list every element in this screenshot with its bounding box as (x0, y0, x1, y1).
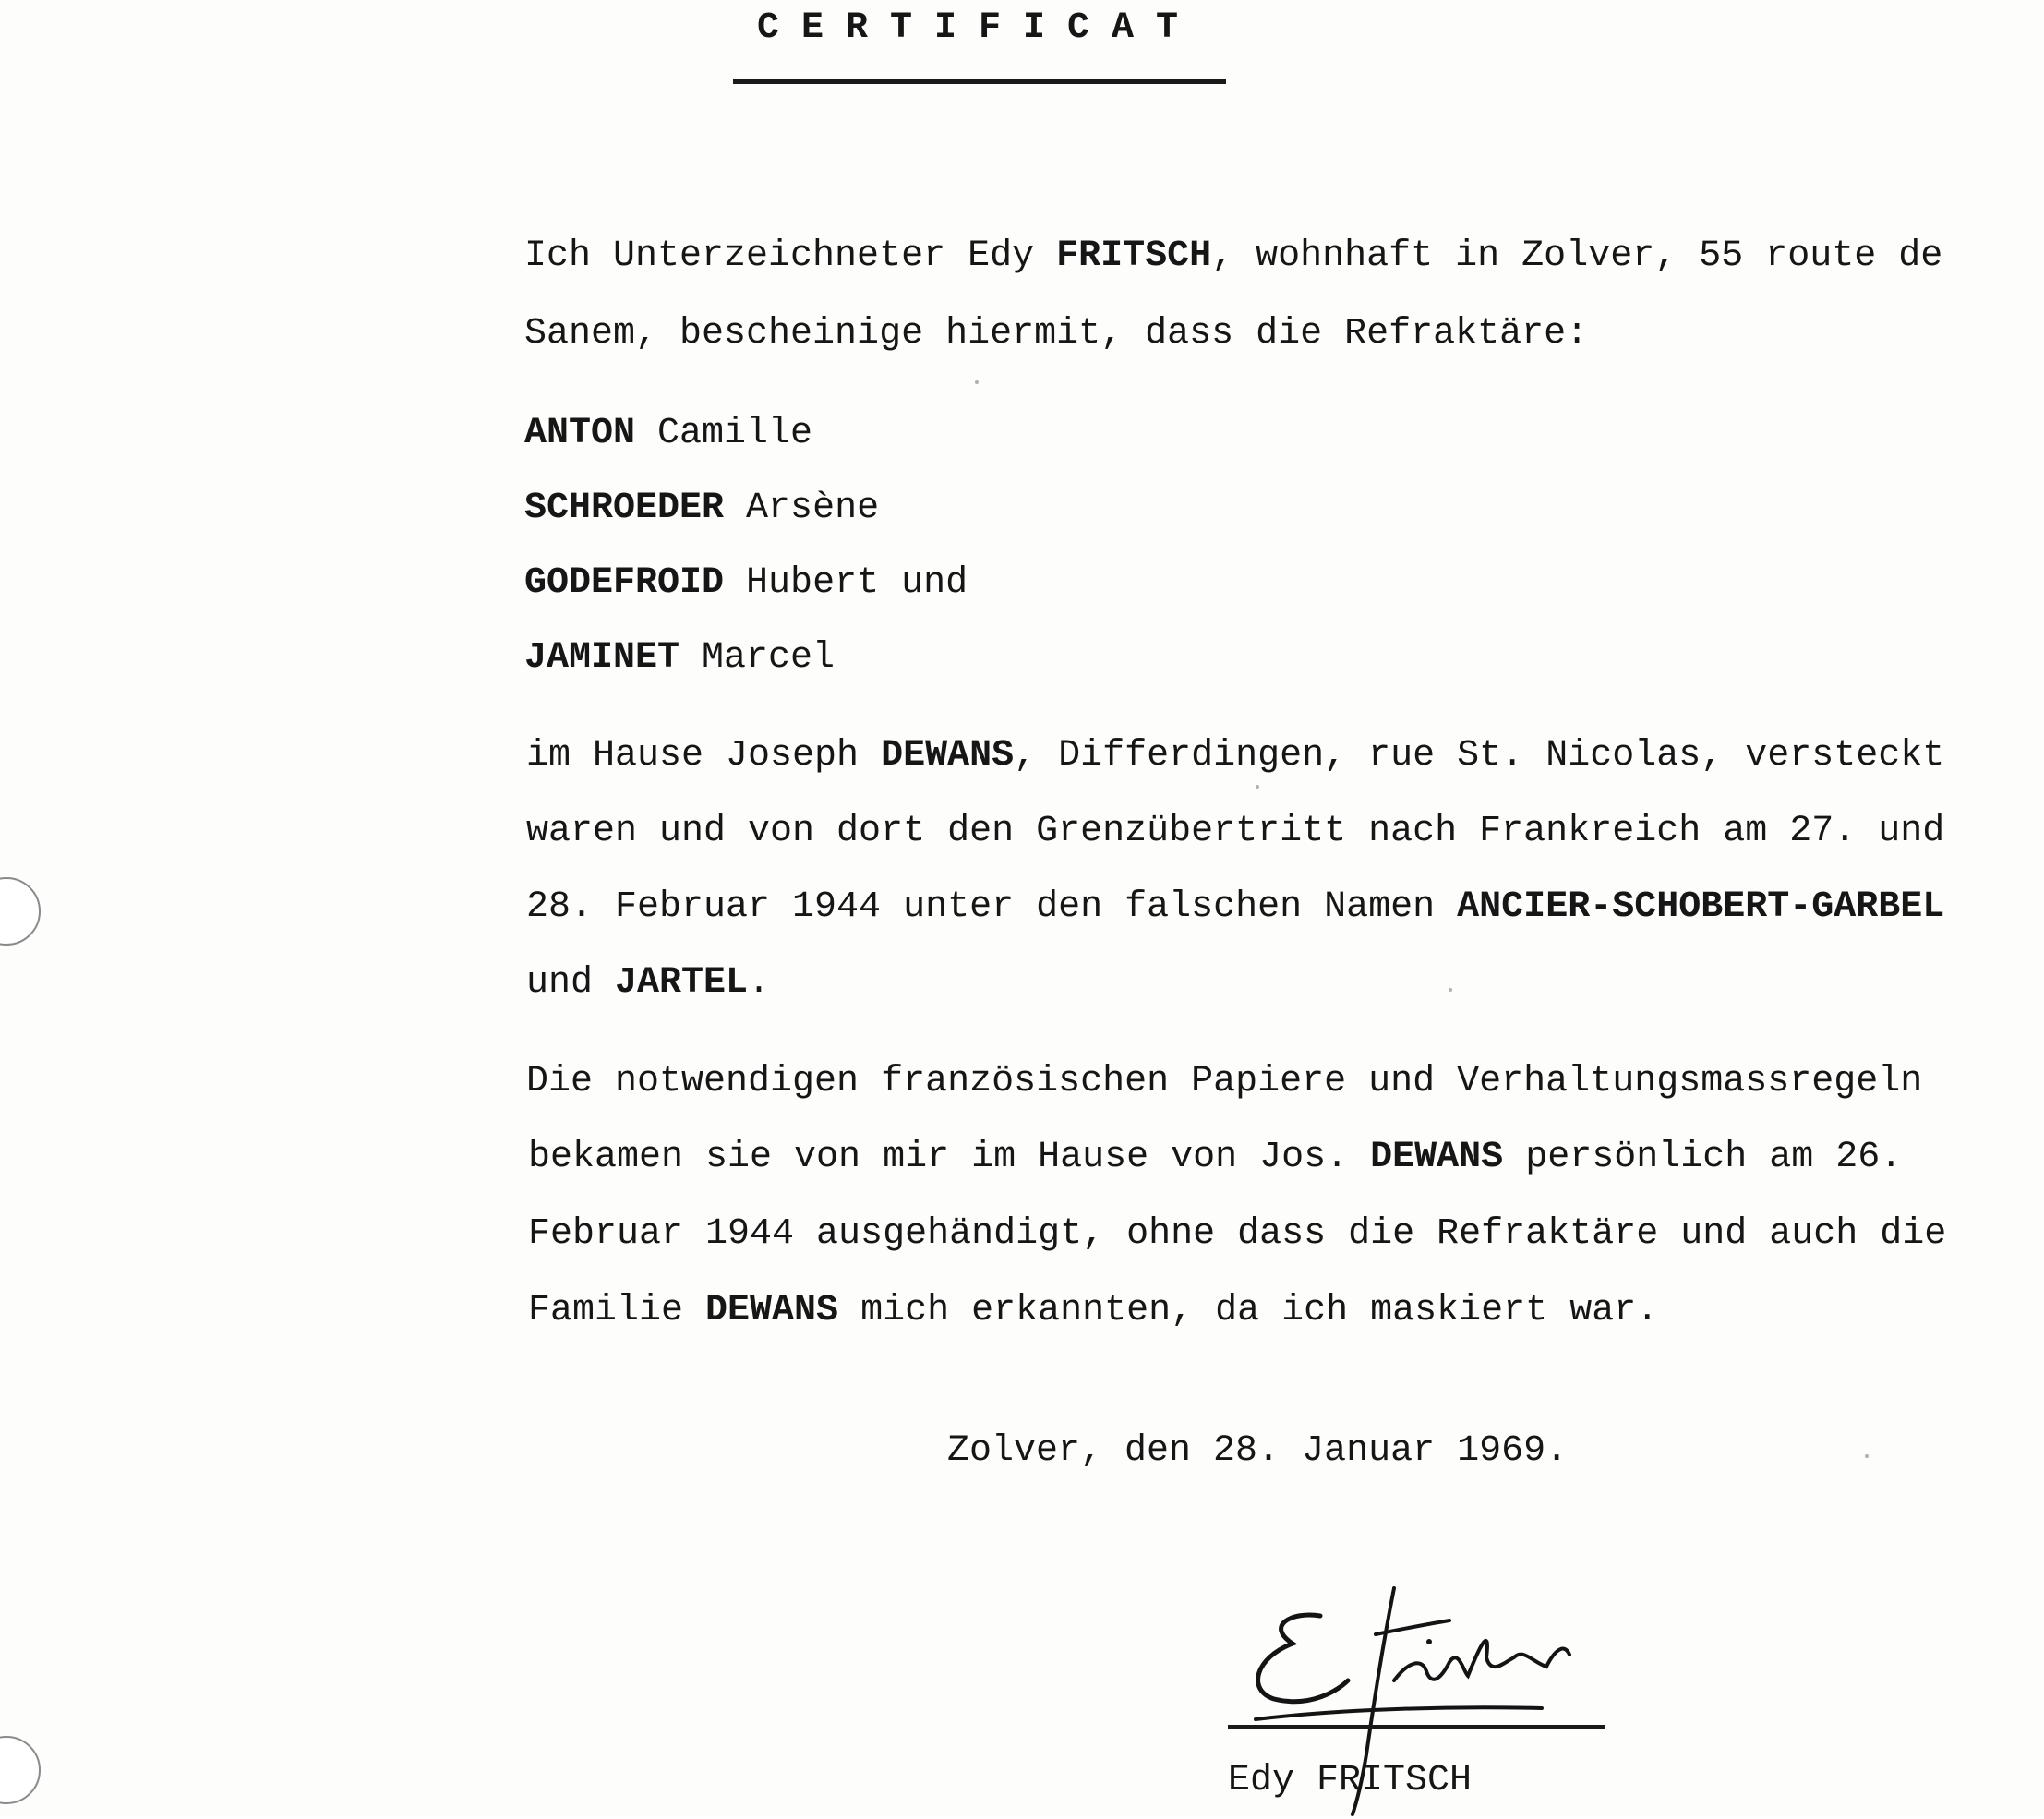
refractory-name (524, 561, 968, 606)
paragraph-text: Februar 1944 ausgehändigt, ohne dass die Refraktäre und auch die (528, 1213, 1947, 1255)
paragraph-line (528, 1289, 1658, 1333)
paragraph-line (528, 1136, 1902, 1180)
document-title: CERTIFICAT (756, 7, 1201, 49)
name-surname: SCHROEDER (524, 488, 725, 529)
paragraph-tail: . (748, 962, 771, 1004)
refractory-name (524, 412, 812, 456)
paragraph-bold: DEWANS (705, 1290, 839, 1331)
intro-line-text: Ich Unterzeichneter Edy (524, 235, 1057, 277)
paragraph-line (526, 961, 770, 1006)
intro-line (524, 235, 1942, 279)
paragraph-line (528, 1212, 1946, 1257)
paragraph-tail: persönlich am 26. (1503, 1137, 1903, 1178)
name-surname: JAMINET (524, 637, 680, 679)
paper-speck (975, 380, 979, 384)
title-underline (733, 79, 1226, 84)
paragraph-tail: , Differdingen, rue St. Nicolas, versteckt (1014, 735, 1945, 777)
name-first: Marcel (679, 637, 836, 679)
paragraph-line (526, 810, 1944, 854)
intro-line-bold: FRITSCH (1056, 235, 1212, 277)
paper-speck (1865, 1454, 1869, 1458)
paragraph-bold: DEWANS (1370, 1137, 1504, 1178)
paragraph-text: Familie (528, 1290, 706, 1331)
refractory-name (524, 487, 879, 531)
intro-line (524, 312, 1588, 356)
paragraph-text: Die notwendigen französischen Papiere und Verhaltungsmassregeln (526, 1061, 1923, 1102)
paper-speck (1449, 988, 1452, 992)
paragraph-text: und (526, 962, 616, 1004)
paragraph-line (526, 1060, 1922, 1104)
paragraph-text: 28. Februar 1944 unter den falschen Namen (526, 886, 1458, 928)
paragraph-tail: mich erkannten, da ich maskiert war. (838, 1290, 1659, 1331)
paragraph-text: waren und von dort den Grenzübertritt nach Frankreich am 27. und (526, 811, 1945, 852)
paper-speck (1256, 785, 1259, 789)
refractory-name (524, 636, 835, 681)
paragraph-line (526, 734, 1944, 778)
signature-line (1228, 1725, 1605, 1729)
name-surname: ANTON (524, 413, 636, 454)
intro-line-text: Sanem, bescheinige hiermit, dass die Refraktäre: (524, 313, 1589, 355)
name-surname: GODEFROID (524, 562, 725, 604)
paragraph-line (526, 885, 1944, 930)
name-first: Camille (635, 413, 813, 454)
paragraph-bold: DEWANS (881, 735, 1015, 777)
punch-hole (0, 877, 41, 946)
paragraph-text: im Hause Joseph (526, 735, 882, 777)
paragraph-bold: ANCIER-SCHOBERT-GARBEL (1457, 886, 1945, 928)
name-first: Arsène (724, 488, 880, 529)
paragraph-bold: JARTEL (615, 962, 749, 1004)
intro-line-tail: , wohnhaft in Zolver, 55 route de (1211, 235, 1943, 277)
punch-hole (0, 1736, 41, 1804)
date-line: Zolver, den 28. Januar 1969. (947, 1430, 1569, 1472)
signatory-name: Edy FRITSCH (1228, 1760, 1473, 1801)
paragraph-text: bekamen sie von mir im Hause von Jos. (528, 1137, 1371, 1178)
name-first: Hubert und (724, 562, 968, 604)
